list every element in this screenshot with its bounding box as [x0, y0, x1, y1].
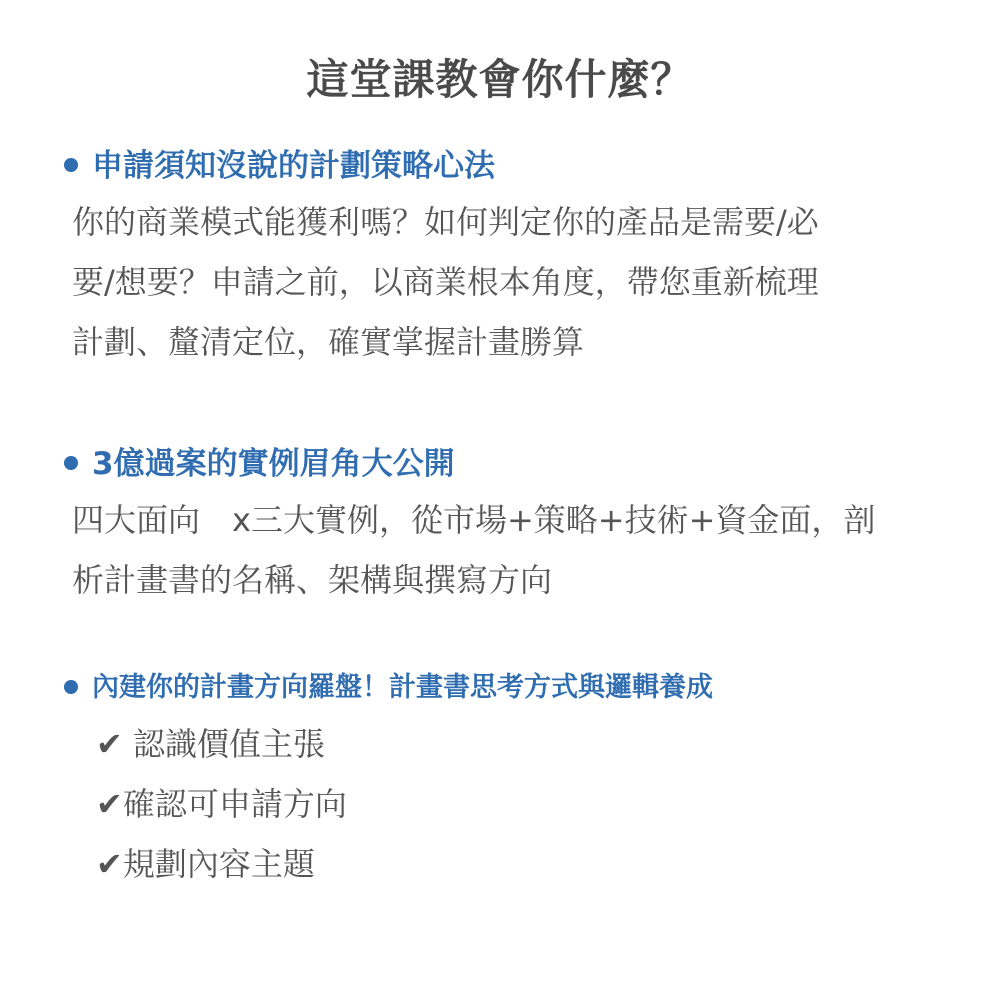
section-heading-row	[0, 140, 1000, 192]
section-heading-row	[0, 662, 1000, 714]
bullet-dot-icon	[64, 680, 78, 694]
section-heading: 3億過案的實例眉角大公開	[92, 446, 455, 482]
section-plan-compass	[0, 662, 1000, 894]
body-line: 要/想要？申請之前，以商業根本角度，帶您重新梳理	[72, 263, 819, 301]
section-body	[72, 192, 952, 372]
checklist-item: ✔確認可申請方向	[96, 785, 347, 823]
page-title: 這堂課教會你什麼？	[306, 55, 694, 104]
body-line: 計劃、釐清定位，確實掌握計畫勝算	[72, 323, 585, 361]
bullet-dot-icon	[64, 158, 78, 172]
checklist-item: ✔規劃內容主題	[96, 845, 315, 883]
section-heading: 內建你的計畫方向羅盤！計畫書思考方式與邏輯養成	[92, 672, 713, 703]
bullet-dot-icon	[64, 456, 78, 470]
section-business-strategy	[0, 140, 1000, 372]
section-heading: 申請須知沒說的計劃策略心法	[92, 148, 495, 184]
body-line: 四大面向 x三大實例，從市場+策略+技術+資金面，剖	[72, 501, 876, 539]
section-case-examples	[0, 438, 1000, 610]
checklist-item: ✔ 認識價值主張	[96, 725, 325, 763]
body-line: 你的商業模式能獲利嗎？如何判定你的產品是需要/必	[72, 203, 819, 241]
body-line: 析計畫書的名稱、架構與撰寫方向	[72, 561, 553, 599]
section-heading-row	[0, 438, 1000, 490]
checklist	[96, 714, 1000, 894]
section-body	[72, 490, 952, 610]
